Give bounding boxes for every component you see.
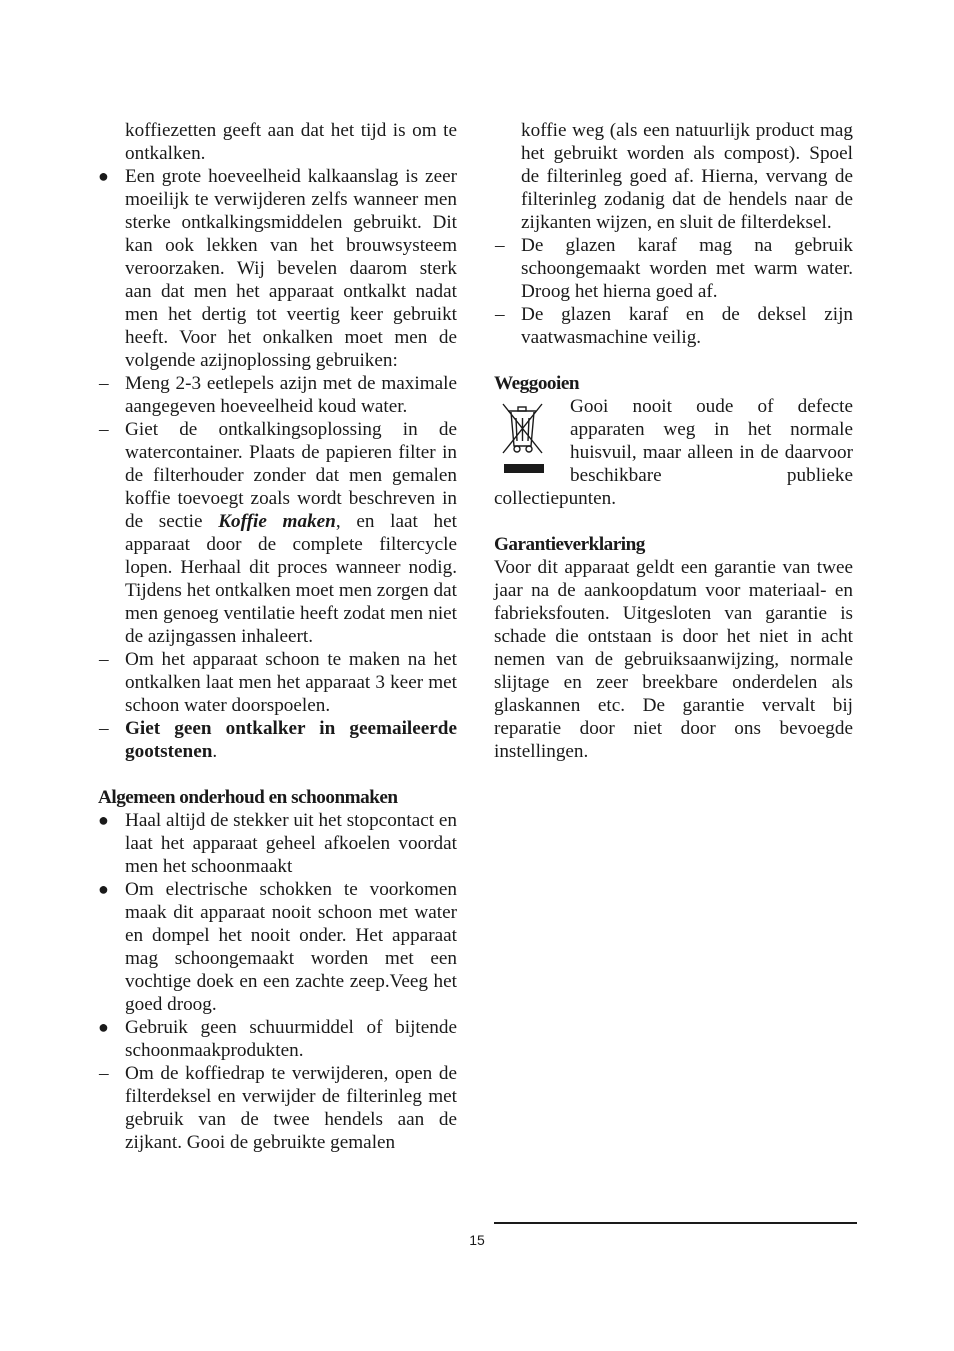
page-number: 15 [469, 1232, 485, 1248]
list-item [494, 234, 853, 303]
bullet-marker: ● [98, 810, 109, 830]
warning-text: Giet geen ontkalker in geemaileerde gootstenen [125, 718, 457, 762]
dash-marker: – [99, 419, 109, 440]
list-item-warning [98, 717, 457, 763]
list-item [98, 165, 457, 372]
item-text: Een grote hoeveelheid kalkaanslag is zeer moeilijk te verwijderen zelfs wanneer men sterke ontkalkingsmiddelen gebruikt. Dit kan ook lekken van het brouwsysteem veroorzaken. Wij bevelen daarom sterk aan dat men het apparaat ontkalkt nadat men het dertig tot veertig keer gebruikt heeft. Voor het onkalken moet men de volgende azijnoplossing gebruiken: [125, 166, 457, 371]
item-text: Meng 2-3 eetlepels azijn met de maximale aangegeven hoeveelheid koud water. [125, 373, 457, 417]
right-column [494, 119, 853, 763]
list-item [98, 1062, 457, 1154]
section-heading-maintenance: Algemeen onderhoud en schoonmaken [98, 787, 398, 808]
section-heading-disposal: Weggooien [494, 373, 580, 394]
item-text: Haal altijd de stekker uit het stopcontact en laat het apparaat geheel afkoelen voordat men het schoonmaakt [125, 810, 457, 877]
footer-rule [494, 1222, 857, 1224]
item-text: De glazen karaf mag na gebruik schoongemaakt worden met warm water. Droog het hierna goed af. [521, 235, 853, 302]
dash-marker: – [99, 373, 109, 394]
intro-continuation: koffiezetten geeft aan dat het tijd is om te ontkalken. [125, 120, 457, 164]
item-text: Gebruik geen schuurmiddel of bijtende schoonmaakprodukten. [125, 1017, 457, 1061]
list-item [98, 1016, 457, 1062]
bullet-marker: ● [98, 879, 109, 899]
dash-marker: – [99, 1063, 109, 1084]
item-text: Giet de ontkalkingsoplossing in de watercontainer. Plaats de papieren filter in de filterhouder zonder dat men gemalen koffie toevoegt zoals wordt beschreven in de sectie [125, 419, 457, 532]
item-continuation: koffie weg (als een natuurlijk product mag het gebruikt worden als compost). Spoel de filterinleg goed af. Hierna, vervang de filterinleg zodanig dat de hendels naar de zijkanten wijzen, en sluit de filterdeksel. [521, 120, 853, 233]
list-item [98, 372, 457, 418]
list-item [98, 648, 457, 717]
item-text: Om de koffiedrap te verwijderen, open de filterdeksel en verwijder de filterinleg met gebruik van de twee hendels aan de zijkant. Gooi de gebruikte gemalen [125, 1063, 457, 1153]
item-text: Om het apparaat schoon te maken na het ontkalken laat men het apparaat 3 keer met schoon water doorspoelen. [125, 649, 457, 716]
list-item [494, 303, 853, 349]
dash-marker: – [495, 235, 505, 256]
disposal-paragraph [494, 395, 853, 510]
disposal-text: Gooi nooit oude of defecte apparaten weg in het normale huisvuil, maar alleen in de daarvoor beschikbare publieke collectiepunten. [494, 396, 853, 509]
bullet-marker: ● [98, 1017, 109, 1037]
warranty-paragraph: Voor dit apparaat geldt een garantie van twee jaar na de aankoopdatum voor materiaal- en fabrieksfouten. Uitgesloten van garantie is schade die ontstaan is door het niet in acht nemen van de gebruiksaanwijzing, normale slijtage en zeer breekbare onderdelen als glaskannen etc. De garantie vervalt bij reparatie door niet door ons bevoegde instellingen. [494, 557, 853, 762]
dash-marker: – [99, 718, 109, 739]
crossed-out-wheelie-bin-icon [494, 396, 550, 476]
left-column [98, 119, 457, 1154]
list-item [98, 418, 457, 648]
dash-marker: – [99, 649, 109, 670]
list-item [98, 878, 457, 1016]
item-text: , en laat het apparaat door de complete filtercycle lopen. Herhaal dit proces wanneer nodig. Tijdens het ontkalken moet men zorgen dat men genoeg ventilatie heeft zodat men niet de azijngassen inhaleert. [125, 511, 457, 647]
item-text: De glazen karaf en de deksel zijn vaatwasmachine veilig. [521, 304, 853, 348]
section-heading-warranty: Garantieverklaring [494, 534, 645, 555]
dash-marker: – [495, 304, 505, 325]
list-item [98, 809, 457, 878]
item-text: . [212, 741, 218, 762]
item-text: Om electrische schokken te voorkomen maak dit apparaat nooit schoon met water en dompel het nooit onder. Het apparaat mag schoongemaakt worden met een vochtige doek en een zachte zeep.Veeg het goed droog. [125, 879, 457, 1015]
bullet-marker: ● [98, 166, 109, 186]
section-reference: Koffie maken [218, 511, 336, 532]
